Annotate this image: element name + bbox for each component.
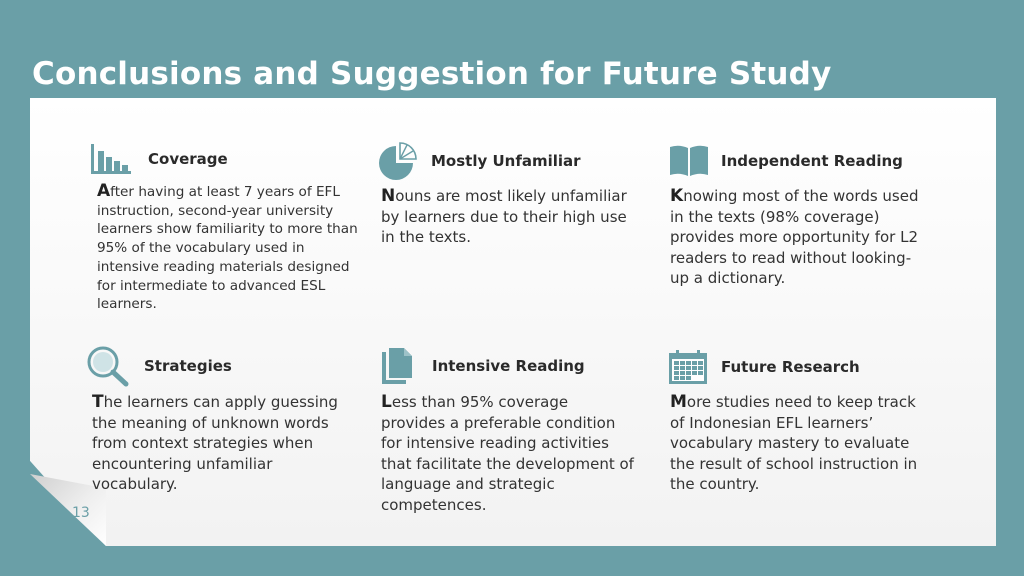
pie-chart-icon	[379, 142, 417, 180]
page-number: 13	[72, 505, 90, 521]
drop-cap: A	[97, 181, 111, 201]
section-strategies-label: Strategies	[144, 357, 232, 375]
section-future-label: Future Research	[721, 358, 860, 376]
section-coverage-text	[97, 182, 359, 314]
drop-cap: M	[670, 392, 687, 412]
slide-title: Conclusions and Suggestion for Future Study	[32, 56, 832, 92]
section-independent-text	[670, 186, 920, 289]
section-strategies-body: he learners can apply guessing the meaning of unknown words from context strategies when encountering unfamiliar vocabulary.	[92, 393, 338, 494]
bar-chart-icon	[90, 143, 132, 175]
section-future-header	[668, 349, 860, 385]
section-unfamiliar-body: ouns are most likely unfamiliar by learners due to their high use in the texts.	[381, 187, 627, 247]
section-intensive-text	[381, 392, 636, 516]
section-independent-header	[668, 144, 903, 178]
section-coverage-body: fter having at least 7 years of EFL instruction, second-year university learners show familiarity to more than 95% of the vocabulary used in intensive reading materials designed for intermediate to advanced ESL learners.	[97, 184, 358, 313]
drop-cap: L	[381, 392, 392, 412]
section-intensive-header	[380, 346, 585, 386]
section-unfamiliar-header	[379, 142, 581, 180]
section-future-text	[670, 392, 932, 495]
section-independent-body: nowing most of the words used in the texts (98% coverage) provides more opportunity for L2 readers to read without looking-up a dictionary.	[670, 187, 919, 288]
section-unfamiliar-label: Mostly Unfamiliar	[431, 152, 581, 170]
drop-cap: T	[92, 392, 104, 412]
section-intensive-body: ess than 95% coverage provides a preferable condition for intensive reading activities that facilitate the development of language and strategic competences.	[381, 393, 634, 514]
magnifier-icon	[86, 345, 130, 387]
section-coverage-header	[90, 143, 228, 175]
drop-cap: N	[381, 186, 396, 206]
document-icon	[380, 346, 414, 386]
calendar-icon	[668, 349, 708, 385]
section-strategies-header	[86, 345, 232, 387]
section-future-body: ore studies need to keep track of Indonesian EFL learners’ vocabulary mastery to evaluate the result of school instruction in the country.	[670, 393, 918, 494]
drop-cap: K	[670, 186, 684, 206]
section-unfamiliar-text	[381, 186, 631, 248]
section-independent-label: Independent Reading	[721, 152, 903, 170]
section-intensive-label: Intensive Reading	[432, 357, 585, 375]
open-book-icon	[668, 144, 710, 178]
section-coverage-label: Coverage	[148, 150, 228, 168]
section-strategies-text	[92, 392, 342, 495]
